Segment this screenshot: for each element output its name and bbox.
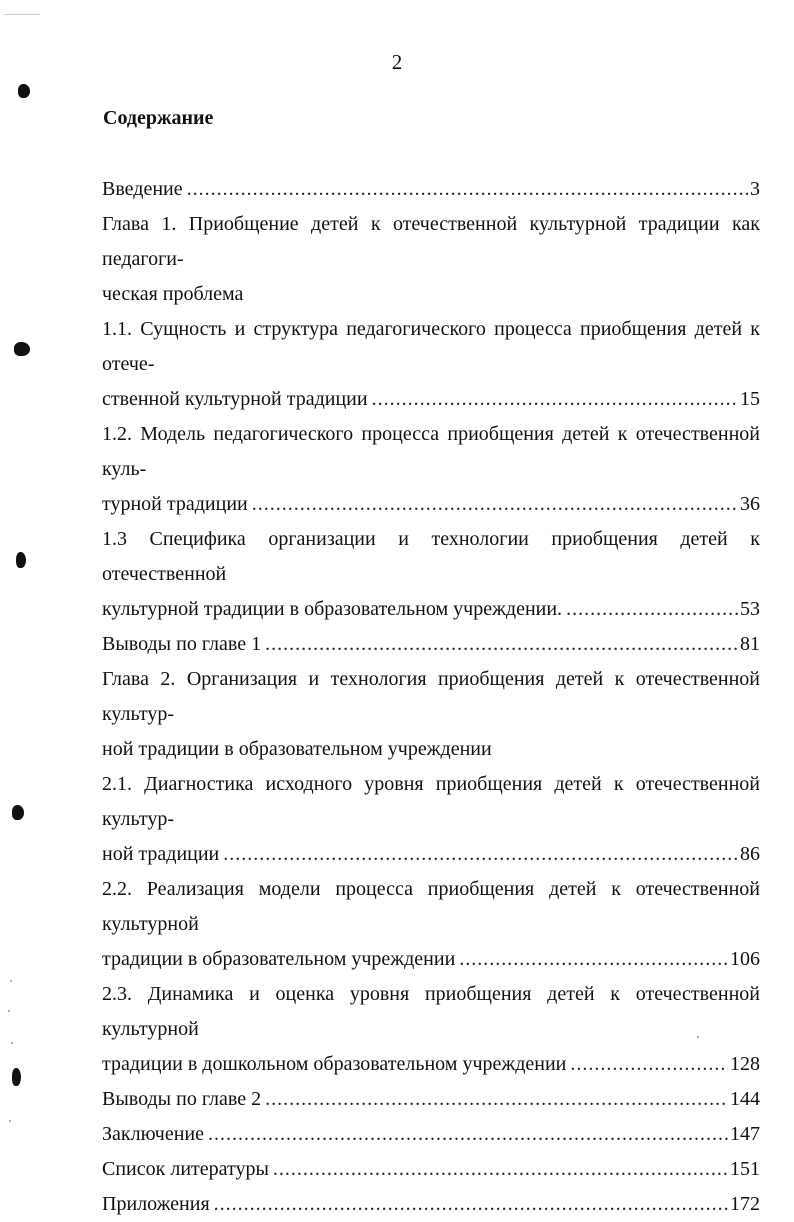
toc-entry-row [102, 1187, 760, 1222]
toc-entry-row [102, 942, 760, 977]
toc-page-number: 86 [740, 843, 760, 865]
toc-entry-line: Заключение [102, 1123, 204, 1145]
binding-hole-mark [12, 1068, 21, 1086]
toc-entry-line: 2.1. Диагностика исходного уровня приобщения детей к отечественной культур- [102, 773, 760, 830]
toc-entry [102, 872, 760, 977]
dot-leader [252, 487, 738, 522]
dot-leader [223, 837, 738, 872]
toc-entry-line: Глава 2. Организация и технология приобщения детей к отечественной культур- [102, 668, 760, 725]
toc-entry [102, 1187, 760, 1222]
scan-speck [10, 980, 12, 982]
toc-entry-line: 1.1. Сущность и структура педагогического процесса приобщения детей к отече- [102, 318, 760, 375]
toc-page-number: 81 [740, 633, 760, 655]
binding-hole-mark [16, 552, 26, 568]
dot-leader [187, 172, 748, 207]
toc-entry-line: 2.2. Реализация модели процесса приобщения детей к отечественной культурной [102, 878, 760, 935]
toc-entry-line: культурной традиции в образовательном учреждении. [102, 598, 563, 620]
toc-entry-line: турной традиции [102, 493, 248, 515]
scan-speck [11, 1042, 13, 1044]
toc-entry-line: традиции в дошкольном образовательном учреждении [102, 1053, 567, 1075]
toc-entry [102, 662, 760, 767]
binding-hole-mark [18, 84, 30, 98]
dot-leader [265, 1082, 728, 1117]
toc-title: Содержание [103, 107, 214, 129]
dot-leader [208, 1117, 728, 1152]
dot-leader [372, 382, 738, 417]
toc-entry-line: 1.3 Специфика организации и технологии приобщения детей к отечественной [102, 528, 760, 585]
toc-entry [102, 522, 760, 627]
dot-leader [265, 627, 738, 662]
toc-entry-line: ной традиции в образовательном учреждении [102, 738, 492, 760]
toc-entry-line: Приложения [102, 1193, 210, 1215]
toc-entry-line: Глава 1. Приобщение детей к отечественной культурной традиции как педагоги- [102, 213, 760, 270]
dot-leader [273, 1152, 728, 1187]
toc-entry [102, 1082, 760, 1117]
toc-entry-line: Выводы по главе 1 [102, 633, 262, 655]
toc-entry-line: ческая проблема [102, 283, 244, 305]
toc-entry-row [102, 627, 760, 662]
toc-entry-row [102, 382, 760, 417]
toc-entry [102, 1117, 760, 1152]
scan-speck [9, 1120, 11, 1122]
toc-page-number: 106 [730, 948, 760, 970]
toc-entry [102, 1152, 760, 1187]
toc-entry [102, 417, 760, 522]
toc-entry-line: ной традиции [102, 843, 220, 865]
toc-entry [102, 627, 760, 662]
toc-page-number: 53 [740, 598, 760, 620]
toc-entry-line: Выводы по главе 2 [102, 1088, 262, 1110]
toc-page-number: 3 [750, 178, 760, 200]
toc-page-number: 144 [730, 1088, 760, 1110]
toc-entry-row [102, 1117, 760, 1152]
toc-entry-row [102, 1047, 760, 1082]
dot-leader [214, 1187, 728, 1222]
toc-page-number: 151 [730, 1158, 760, 1180]
dot-leader [459, 942, 728, 977]
scan-edge-line [4, 14, 40, 15]
dot-leader [566, 592, 738, 627]
toc-entry-row [102, 487, 760, 522]
scan-speck [8, 1010, 10, 1012]
toc-entry-line: ственной культурной традиции [102, 388, 368, 410]
toc-entry [102, 767, 760, 872]
toc-entry-row [102, 1082, 760, 1117]
toc-entry [102, 312, 760, 417]
dot-leader [570, 1047, 728, 1082]
toc-entry [102, 207, 760, 312]
toc-page-number: 147 [730, 1123, 760, 1145]
table-of-contents [102, 172, 760, 1222]
toc-entry-row [102, 592, 760, 627]
toc-entry-line: 1.2. Модель педагогического процесса приобщения детей к отечественной куль- [102, 423, 760, 480]
toc-entry [102, 172, 760, 207]
binding-hole-mark [12, 805, 24, 820]
toc-entry-line: 2.3. Динамика и оценка уровня приобщения детей к отечественной культурной [102, 983, 760, 1040]
toc-page-number: 36 [740, 493, 760, 515]
toc-entry-line: традиции в образовательном учреждении [102, 948, 456, 970]
toc-page-number: 172 [730, 1193, 760, 1215]
toc-entry-row [102, 1152, 760, 1187]
toc-entry [102, 977, 760, 1082]
toc-page-number: 15 [740, 388, 760, 410]
page-number: 2 [391, 50, 403, 74]
toc-page-number: 128 [730, 1053, 760, 1075]
toc-entry-row [102, 172, 760, 207]
toc-entry-line: Список литературы [102, 1158, 269, 1180]
toc-entry-row [102, 837, 760, 872]
binding-hole-mark [14, 342, 30, 356]
toc-entry-line: Введение [102, 178, 183, 200]
